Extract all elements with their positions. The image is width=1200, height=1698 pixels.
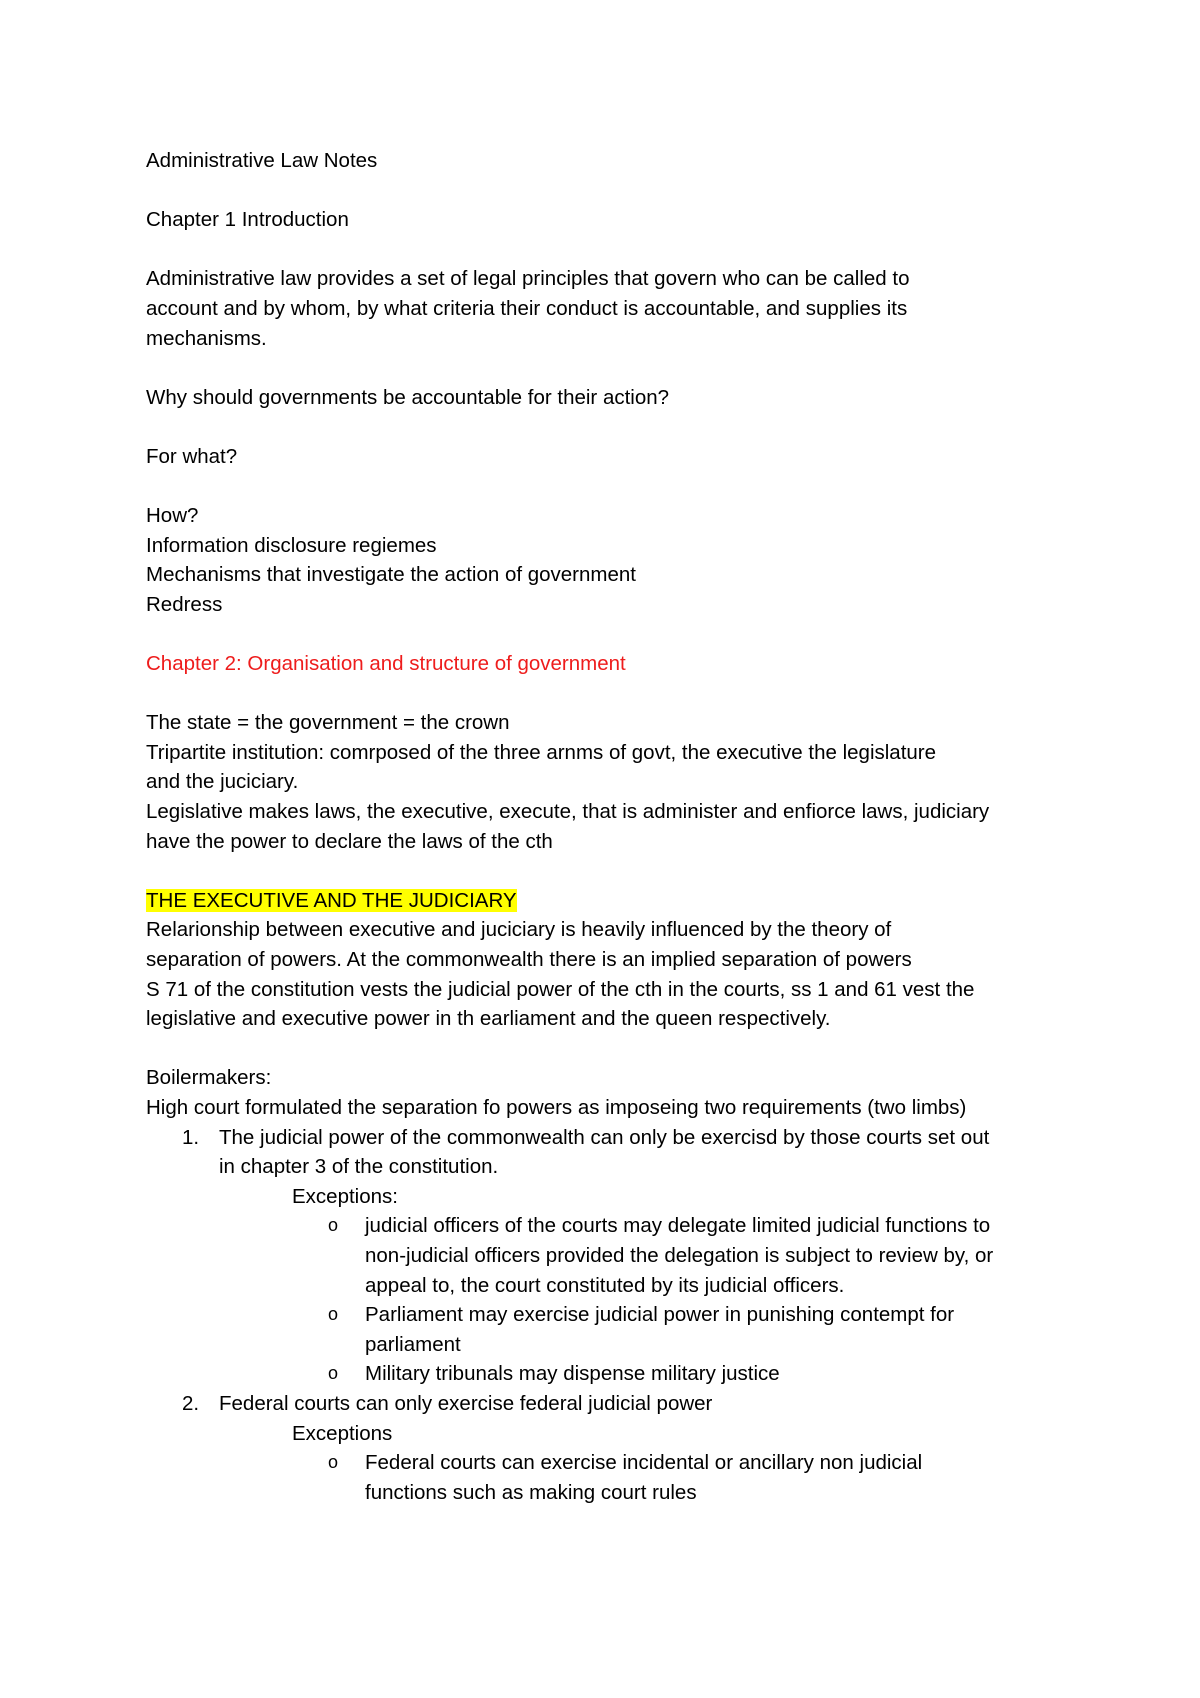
exception-line: judicial officers of the courts may delegate limited judicial functions to — [365, 1214, 991, 1238]
exception-item — [146, 1300, 1100, 1359]
limb-2 — [146, 1389, 1100, 1419]
chapter2-line: and the juciciary. — [146, 770, 299, 794]
chapter1-intro — [146, 264, 1100, 353]
chapter2-heading: Chapter 2: Organisation and structure of government — [146, 652, 626, 676]
list-number: 1. — [182, 1125, 200, 1149]
boilermakers-heading: Boilermakers: — [146, 1066, 272, 1090]
chapter2-line: Tripartite institution: comrposed of the three arnms of govt, the executive the legislature — [146, 740, 937, 764]
limb-line: in chapter 3 of the constitution. — [219, 1155, 499, 1179]
hollow-bullet-icon: o — [328, 1363, 339, 1384]
executive-line: S 71 of the constitution vests the judicial power of the cth in the courts, ss 1 and 61 vest the — [146, 977, 975, 1001]
executive-line: legislative and executive power in th earliament and the queen respectively. — [146, 1007, 831, 1031]
chapter2-body — [146, 708, 1100, 856]
how-item: Redress — [146, 592, 223, 616]
boilermakers-section — [146, 1063, 1100, 1507]
question-why: Why should governments be accountable for their action? — [146, 385, 670, 409]
chapter1-heading: Chapter 1 Introduction — [146, 208, 349, 232]
exception-line: non-judicial officers provided the delegation is subject to review by, or — [365, 1243, 994, 1267]
exception-line: Federal courts can exercise incidental or ancillary non judicial — [365, 1451, 923, 1475]
chapter2-line: The state = the government = the crown — [146, 711, 510, 735]
limb-line: Federal courts can only exercise federal judicial power — [219, 1391, 713, 1415]
document-title: Administrative Law Notes — [146, 149, 378, 172]
limb-1 — [146, 1123, 1100, 1182]
how-block — [146, 501, 1100, 619]
exception-line: parliament — [365, 1332, 461, 1356]
question-for-what: For what? — [146, 444, 238, 468]
limb-line: The judicial power of the commonwealth can only be exercisd by those courts set out — [219, 1125, 990, 1149]
hollow-bullet-icon: o — [328, 1304, 339, 1325]
exception-item — [146, 1448, 1100, 1507]
exception-item — [146, 1211, 1100, 1300]
exceptions-label: Exceptions: — [292, 1184, 398, 1208]
executive-line: Relarionship between executive and juciciary is heavily influenced by the theory of — [146, 918, 892, 942]
executive-section — [146, 886, 1100, 1034]
exception-line: Military tribunals may dispense military justice — [365, 1362, 780, 1386]
chapter2-line: have the power to declare the laws of the cth — [146, 829, 553, 853]
intro-line: Administrative law provides a set of legal principles that govern who can be called to — [146, 267, 910, 291]
how-item: Mechanisms that investigate the action of government — [146, 563, 636, 587]
how-item: Information disclosure regiemes — [146, 533, 437, 557]
exception-item — [146, 1359, 1100, 1389]
exception-line: functions such as making court rules — [365, 1480, 697, 1504]
executive-line: separation of powers. At the commonwealth there is an implied separation of powers — [146, 948, 912, 972]
boilermakers-intro: High court formulated the separation fo powers as imposeing two requirements (two limbs) — [146, 1096, 967, 1119]
hollow-bullet-icon: o — [328, 1215, 339, 1236]
hollow-bullet-icon: o — [328, 1452, 339, 1473]
executive-heading: THE EXECUTIVE AND THE JUDICIARY — [146, 888, 517, 912]
intro-line: account and by whom, by what criteria their conduct is accountable, and supplies its — [146, 296, 908, 320]
exception-line: Parliament may exercise judicial power in punishing contempt for — [365, 1303, 955, 1327]
exceptions-label: Exceptions — [292, 1421, 393, 1445]
intro-line: mechanisms. — [146, 326, 267, 350]
chapter2-line: Legislative makes laws, the executive, execute, that is administer and enfiorce laws, judiciary — [146, 800, 990, 824]
list-number: 2. — [182, 1391, 200, 1415]
exception-line: appeal to, the court constituted by its judicial officers. — [365, 1273, 845, 1297]
question-how: How? — [146, 504, 199, 528]
